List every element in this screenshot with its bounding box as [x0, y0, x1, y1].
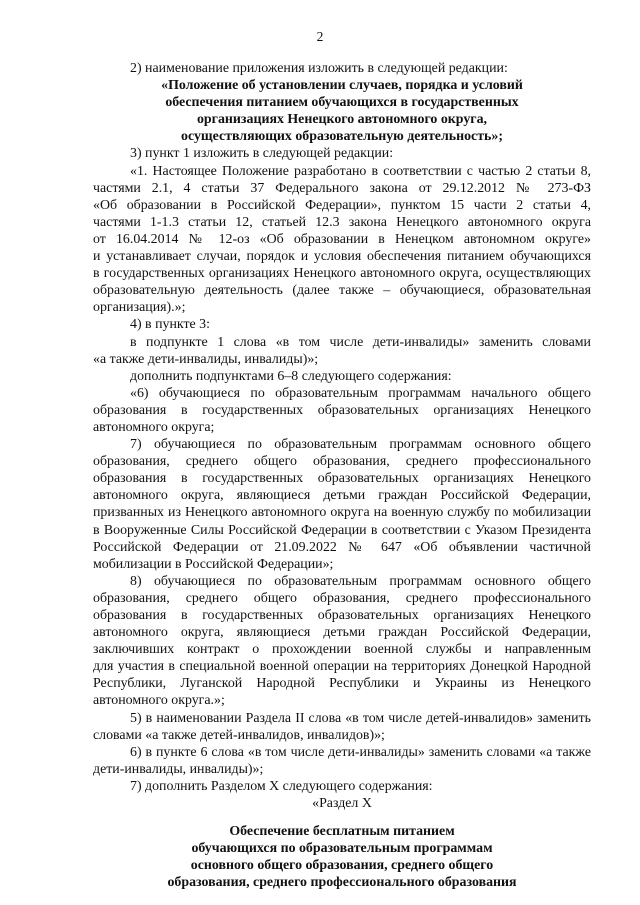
text-line: образования в государственных образовательных организациях Ненецкого: [93, 471, 591, 487]
text-line: осуществляющих образовательную деятельность»;: [181, 129, 503, 145]
text-line: организация).»;: [93, 300, 186, 316]
text-line: образования в государственных образовательных организациях Ненецкого: [93, 608, 591, 623]
text-line: частями 2.1, 4 статьи 37 Федерального закона от 29.12.2012 № 273-ФЗ: [93, 180, 591, 196]
text-line: призванных из Ненецкого автономного округа на военную службу по мобилизации: [93, 505, 591, 521]
text-line: Республики, Луганской Народной Республики и Украины из Ненецкого: [93, 676, 591, 692]
text-line: обеспечения питанием обучающихся в государственных: [165, 95, 519, 111]
text-line: Обеспечение бесплатным питанием: [229, 824, 455, 840]
text-line: образования в государственных образовательных организациях Ненецкого: [93, 402, 591, 418]
text-line: образования, среднего профессионального образования: [167, 875, 517, 891]
text-line: 7) обучающиеся по образовательным программам основного общего: [130, 437, 591, 453]
text-line: 8) обучающиеся по образовательным программам основного общего: [130, 573, 591, 589]
text-line: образования, среднего общего образования, среднего профессионального: [93, 590, 591, 606]
text-line: 6) в пункте 6 слова «в том числе дети-инвалиды» заменить словами «а также: [130, 744, 591, 760]
text-line: «1. Настоящее Положение разработано в соответствии с частью 2 статьи 8,: [130, 163, 591, 179]
text-line: словами «а также детей-инвалидов, инвалидов)»;: [93, 727, 385, 743]
text-line: дети-инвалиды, инвалиды)»;: [93, 761, 264, 777]
text-line: мобилизации в Российской Федерации»;: [93, 556, 334, 572]
blank-line: [93, 812, 591, 823]
text-line: автономного округа, являющиеся детьми граждан Российской Федерации,: [93, 488, 591, 504]
text-line: «6) обучающиеся по образовательным программам начального общего: [130, 385, 591, 401]
text-line: основного общего образования, среднего общего: [190, 858, 494, 874]
text-line: 5) в наименовании Раздела II слова «в том числе детей-инвалидов» заменить: [130, 710, 591, 726]
text-line: обучающихся по образовательным программам: [191, 841, 493, 857]
text-line: «Раздел X: [312, 796, 372, 812]
text-line: 3) пункт 1 изложить в следующей редакции:: [130, 146, 394, 162]
text-line: дополнить подпунктами 6–8 следующего содержания:: [130, 368, 452, 384]
text-line: и устанавливает случаи, порядок и условия обеспечения питанием обучающихся: [93, 249, 591, 265]
text-line: автономного округа;: [93, 419, 215, 435]
text-line: образования, среднего общего образования, среднего профессионального: [93, 454, 591, 470]
text-line: «Об образовании в Российской Федерации», пунктом 15 части 2 статьи 4,: [93, 197, 591, 213]
text-line: в Вооруженные Силы Российской Федерации в соответствии с Указом Президента: [93, 522, 591, 538]
text-line: 2) наименование приложения изложить в следующей редакции:: [130, 61, 508, 76]
document-body: [93, 60, 591, 892]
text-line: частями 1-1.3 статьи 12, статьей 12.3 закона Ненецкого автономного округа: [93, 214, 591, 230]
text-line: в подпункте 1 слова «в том числе дети-инвалиды» заменить словами: [130, 334, 591, 350]
text-line: автономного округа, являющиеся детьми граждан Российской Федерации,: [93, 625, 591, 641]
text-line: организациях Ненецкого автономного округа,: [196, 112, 487, 128]
text-line: для участия в специальной военной операции на территориях Донецкой Народной: [93, 659, 591, 675]
text-line: Российской Федерации от 21.09.2022 № 647 «Об объявлении частичной: [93, 539, 591, 555]
text-line: образовательную деятельность (далее также – обучающиеся, образовательная: [93, 283, 591, 299]
text-line: «Положение об установлении случаев, порядка и условий: [161, 78, 523, 94]
text-line: 4) в пункте 3:: [130, 317, 210, 333]
page-number: 2: [316, 29, 324, 44]
text-line: «а также дети-инвалиды, инвалиды)»;: [93, 351, 319, 367]
text-line: заключивших контракт о прохождении военной службы и направленным: [93, 642, 591, 658]
text-line: 7) дополнить Разделом X следующего содержания:: [130, 778, 433, 794]
text-line: автономного округа.»;: [93, 693, 225, 709]
text-line: от 16.04.2014 № 12-оз «Об образовании в Ненецком автономном округе»: [93, 231, 591, 247]
text-line: в государственных организациях Ненецкого автономного округа, осуществляющих: [93, 266, 591, 282]
